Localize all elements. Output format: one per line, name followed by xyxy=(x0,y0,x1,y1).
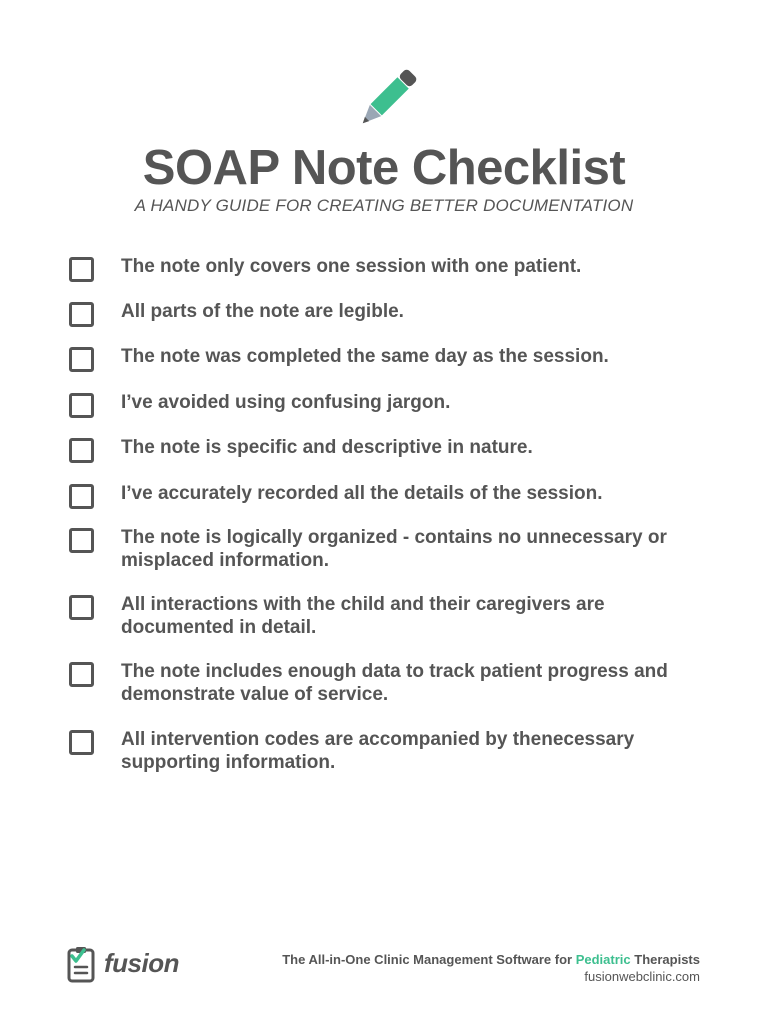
checkbox[interactable] xyxy=(69,730,94,755)
page-title: SOAP Note Checklist xyxy=(142,141,626,195)
clipboard-check-icon xyxy=(66,944,98,984)
fusion-logo xyxy=(66,944,206,984)
tagline-suffix: Therapists xyxy=(630,952,700,967)
checklist-item-text: All intervention codes are accompanied by thenecessary supporting information. xyxy=(121,729,635,773)
checkbox[interactable] xyxy=(69,595,94,620)
checklist-item-text: The note was completed the same day as the session. xyxy=(121,346,609,367)
tagline-prefix: The All-in-One Clinic Management Software for xyxy=(282,952,576,967)
tagline-accent: Pediatric xyxy=(575,952,631,967)
checkbox[interactable] xyxy=(69,662,94,687)
checkbox[interactable] xyxy=(69,257,94,282)
checklist-item-text: All interactions with the child and their caregivers are documented in detail. xyxy=(121,594,605,638)
checklist-item-text: I’ve accurately recorded all the details of the session. xyxy=(121,483,603,504)
checklist-item-text: All parts of the note are legible. xyxy=(121,301,404,322)
checklist-item-text: The note is logically organized - contains no unnecessary or misplaced information. xyxy=(121,527,667,571)
checkbox[interactable] xyxy=(69,438,94,463)
checkbox[interactable] xyxy=(69,302,94,327)
checklist-item-text: The note is specific and descriptive in nature. xyxy=(121,437,533,458)
page-subtitle: A HANDY GUIDE FOR CREATING BETTER DOCUMENTATION xyxy=(134,196,634,215)
checkbox[interactable] xyxy=(69,393,94,418)
brand-wordmark: fusion xyxy=(104,948,179,978)
checklist-item-text: The note only covers one session with one patient. xyxy=(121,256,582,277)
footer-tagline xyxy=(282,952,700,967)
checkbox[interactable] xyxy=(69,347,94,372)
checkbox[interactable] xyxy=(69,528,94,553)
checklist-item-text: The note includes enough data to track patient progress and demonstrate value of service. xyxy=(121,661,668,705)
checklist-item-text: I’ve avoided using confusing jargon. xyxy=(121,392,451,413)
checkbox[interactable] xyxy=(69,484,94,509)
footer-website[interactable]: fusionwebclinic.com xyxy=(584,969,700,984)
